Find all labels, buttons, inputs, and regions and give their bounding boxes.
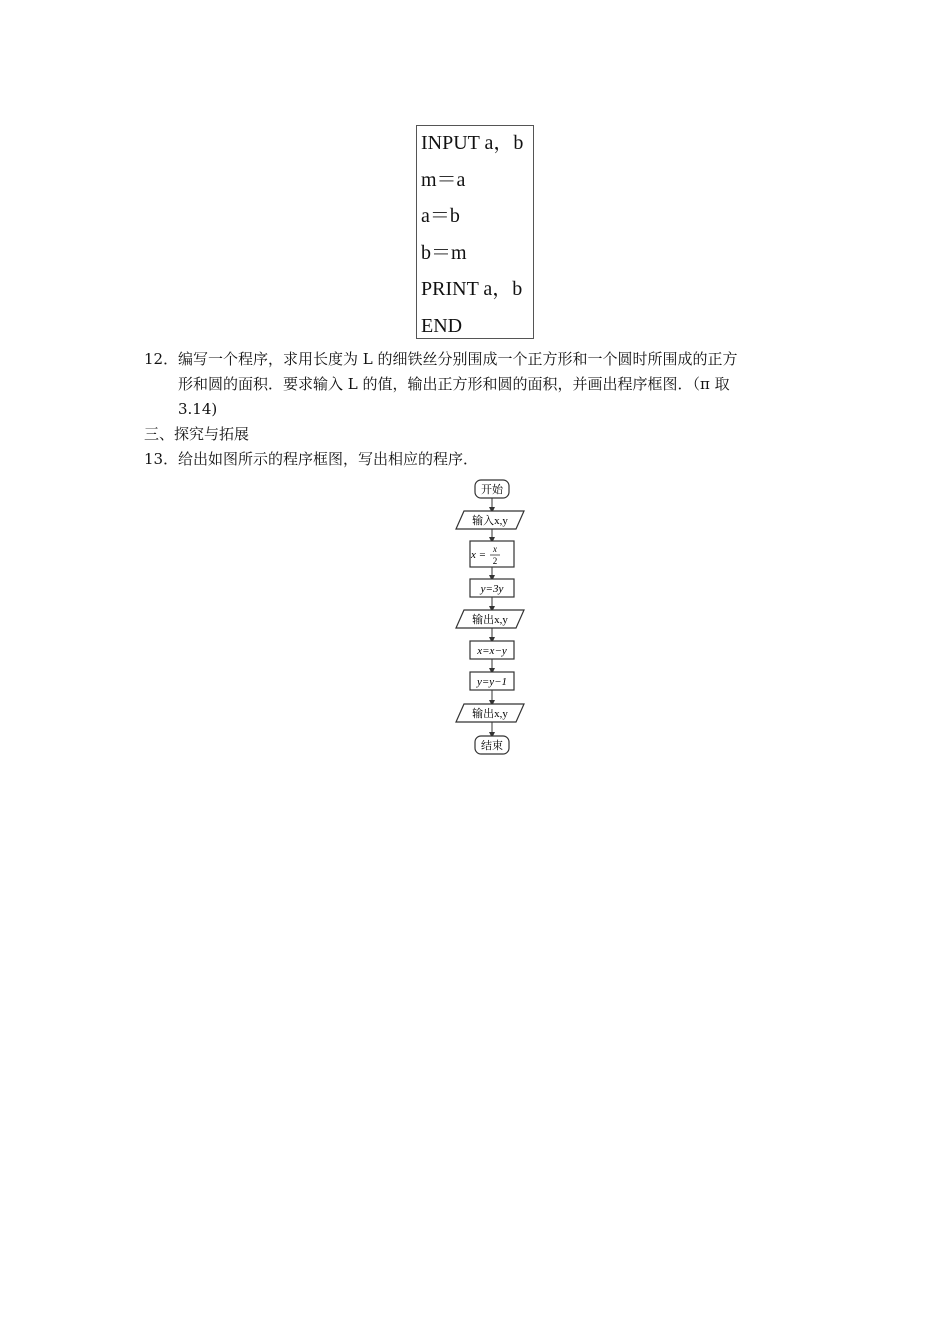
flow-step4-label: y=y−1 [476, 676, 508, 688]
flow-start-label: 开始 [481, 484, 503, 496]
flow-step3-label: x=x−y [477, 645, 507, 657]
flow-step1-lhs: x = [470, 549, 486, 561]
flow-step2-label: y=3y [480, 583, 504, 595]
problem-12-line1: 编写一个程序，求用长度为 L 的细铁丝分别围成一个正方形和一个圆时所围成的正方 [178, 350, 738, 368]
code-line-assign-a: a＝b [421, 205, 460, 227]
problem-12-number: 12． [144, 350, 179, 368]
problem-13-number: 13． [144, 450, 179, 468]
code-line-assign-b: b＝m [421, 242, 467, 264]
code-line-assign-m: m＝a [421, 169, 466, 191]
problem-12-line3: 3.14) [178, 400, 218, 418]
flow-step1-denominator: 2 [492, 556, 498, 566]
flow-end-label: 结束 [481, 740, 503, 752]
flow-step1-numerator: x [493, 544, 497, 554]
code-block [416, 125, 534, 339]
code-line-print: PRINT a，b [421, 278, 523, 300]
flow-output2-label: 输出x,y [472, 708, 508, 720]
code-line-end: END [421, 315, 463, 337]
section-3-title: 三、探究与拓展 [144, 425, 250, 443]
flow-output1-label: 输出x,y [472, 614, 508, 626]
flowchart [450, 476, 534, 760]
code-line-input: INPUT a，b [421, 132, 524, 154]
problem-12-line2: 形和圆的面积．要求输入 L 的值，输出正方形和圆的面积，并画出程序框图．（π 取 [178, 375, 730, 393]
flow-input-label: 输入x,y [472, 515, 508, 527]
problem-13-text: 给出如图所示的程序框图，写出相应的程序． [178, 450, 479, 468]
